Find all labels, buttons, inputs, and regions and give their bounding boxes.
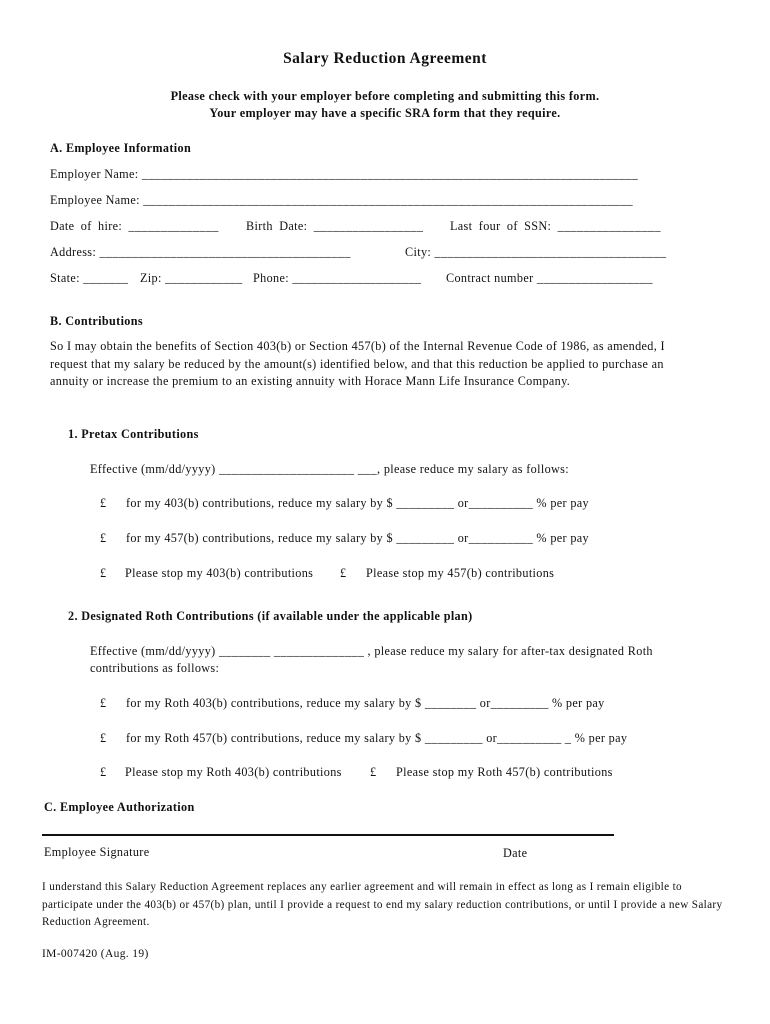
section-a-heading: A. Employee Information xyxy=(50,141,192,155)
pretax-effective-date-field[interactable]: Effective (mm/dd/yyyy) _____________________ ___, please reduce my salary as follows: xyxy=(90,462,570,476)
stop-roth-403b-label: Please stop my Roth 403(b) contributions xyxy=(125,765,342,779)
date-of-hire-field[interactable]: Date of hire: ______________ xyxy=(50,219,219,233)
employee-name-field[interactable]: Employee Name: ____________________________________________________________________________ xyxy=(50,193,633,207)
phone-field[interactable]: Phone: ____________________ xyxy=(253,271,422,285)
signature-label: Employee Signature xyxy=(44,845,150,859)
signature-line[interactable] xyxy=(42,834,614,836)
stop-403b-label: Please stop my 403(b) contributions xyxy=(125,566,314,580)
state-field[interactable]: State: _______ xyxy=(50,271,129,285)
roth-effective-line-2: contributions as follows: xyxy=(90,661,220,675)
pretax-403b-checkbox[interactable]: £ xyxy=(100,496,107,510)
roth-effective-date-field[interactable]: Effective (mm/dd/yyyy) ________ ______________ , please reduce my salary for after-tax designated Roth xyxy=(90,644,653,658)
city-field[interactable]: City: ____________________________________ xyxy=(405,245,667,259)
instruction-line-2: Your employer may have a specific SRA form that they require. xyxy=(209,106,561,120)
contract-number-field[interactable]: Contract number __________________ xyxy=(446,271,653,285)
pretax-457b-checkbox[interactable]: £ xyxy=(100,531,107,545)
authorization-statement: I understand this Salary Reduction Agreement replaces any earlier agreement and will remain in effect as long as I remain eligible to participate under the 403(b) or 457(b) plan, until I provide a request to end my salary reduction contributions, or until I provide a new Salary Reduction Agreement. xyxy=(42,881,723,928)
form-id: IM-007420 (Aug. 19) xyxy=(42,948,149,960)
stop-roth-457b-checkbox[interactable]: £ xyxy=(370,765,377,779)
pretax-403b-option[interactable]: for my 403(b) contributions, reduce my salary by $ _________ or__________ % per pay xyxy=(126,496,589,510)
zip-field[interactable]: Zip: ____________ xyxy=(140,271,243,285)
address-field[interactable]: Address: _______________________________________ xyxy=(50,245,351,259)
roth-457b-option[interactable]: for my Roth 457(b) contributions, reduce my salary by $ _________ or__________ _ % per pay xyxy=(126,731,628,745)
roth-403b-option[interactable]: for my Roth 403(b) contributions, reduce my salary by $ ________ or_________ % per pay xyxy=(126,696,605,710)
instruction-line-1: Please check with your employer before completing and submitting this form. xyxy=(170,89,600,103)
section-b-heading: B. Contributions xyxy=(50,314,143,328)
date-label: Date xyxy=(503,846,528,860)
stop-457b-label: Please stop my 457(b) contributions xyxy=(366,566,555,580)
roth-457b-checkbox[interactable]: £ xyxy=(100,731,107,745)
stop-roth-457b-label: Please stop my Roth 457(b) contributions xyxy=(396,765,613,779)
roth-heading: 2. Designated Roth Contributions (if available under the applicable plan) xyxy=(68,609,473,623)
ssn-last-four-field[interactable]: Last four of SSN: ________________ xyxy=(450,219,661,233)
roth-403b-checkbox[interactable]: £ xyxy=(100,696,107,710)
page-title: Salary Reduction Agreement xyxy=(283,50,487,67)
stop-403b-checkbox[interactable]: £ xyxy=(100,566,107,580)
pretax-457b-option[interactable]: for my 457(b) contributions, reduce my salary by $ _________ or__________ % per pay xyxy=(126,531,589,545)
employer-name-field[interactable]: Employer Name: _____________________________________________________________________________ xyxy=(50,167,639,181)
section-c-heading: C. Employee Authorization xyxy=(44,800,195,814)
birth-date-field[interactable]: Birth Date: _________________ xyxy=(246,219,424,233)
stop-457b-checkbox[interactable]: £ xyxy=(340,566,347,580)
pretax-heading: 1. Pretax Contributions xyxy=(68,427,199,441)
stop-roth-403b-checkbox[interactable]: £ xyxy=(100,765,107,779)
contributions-intro: So I may obtain the benefits of Section 403(b) or Section 457(b) of the Internal Revenue Code of 1986, as amended, I request that my salary be reduced by the amount(s) identified below, and that this reduction be applied to purchase an annuity or increase the premium to an existing annuity with Horace Mann Life Insurance Company. xyxy=(50,339,665,388)
